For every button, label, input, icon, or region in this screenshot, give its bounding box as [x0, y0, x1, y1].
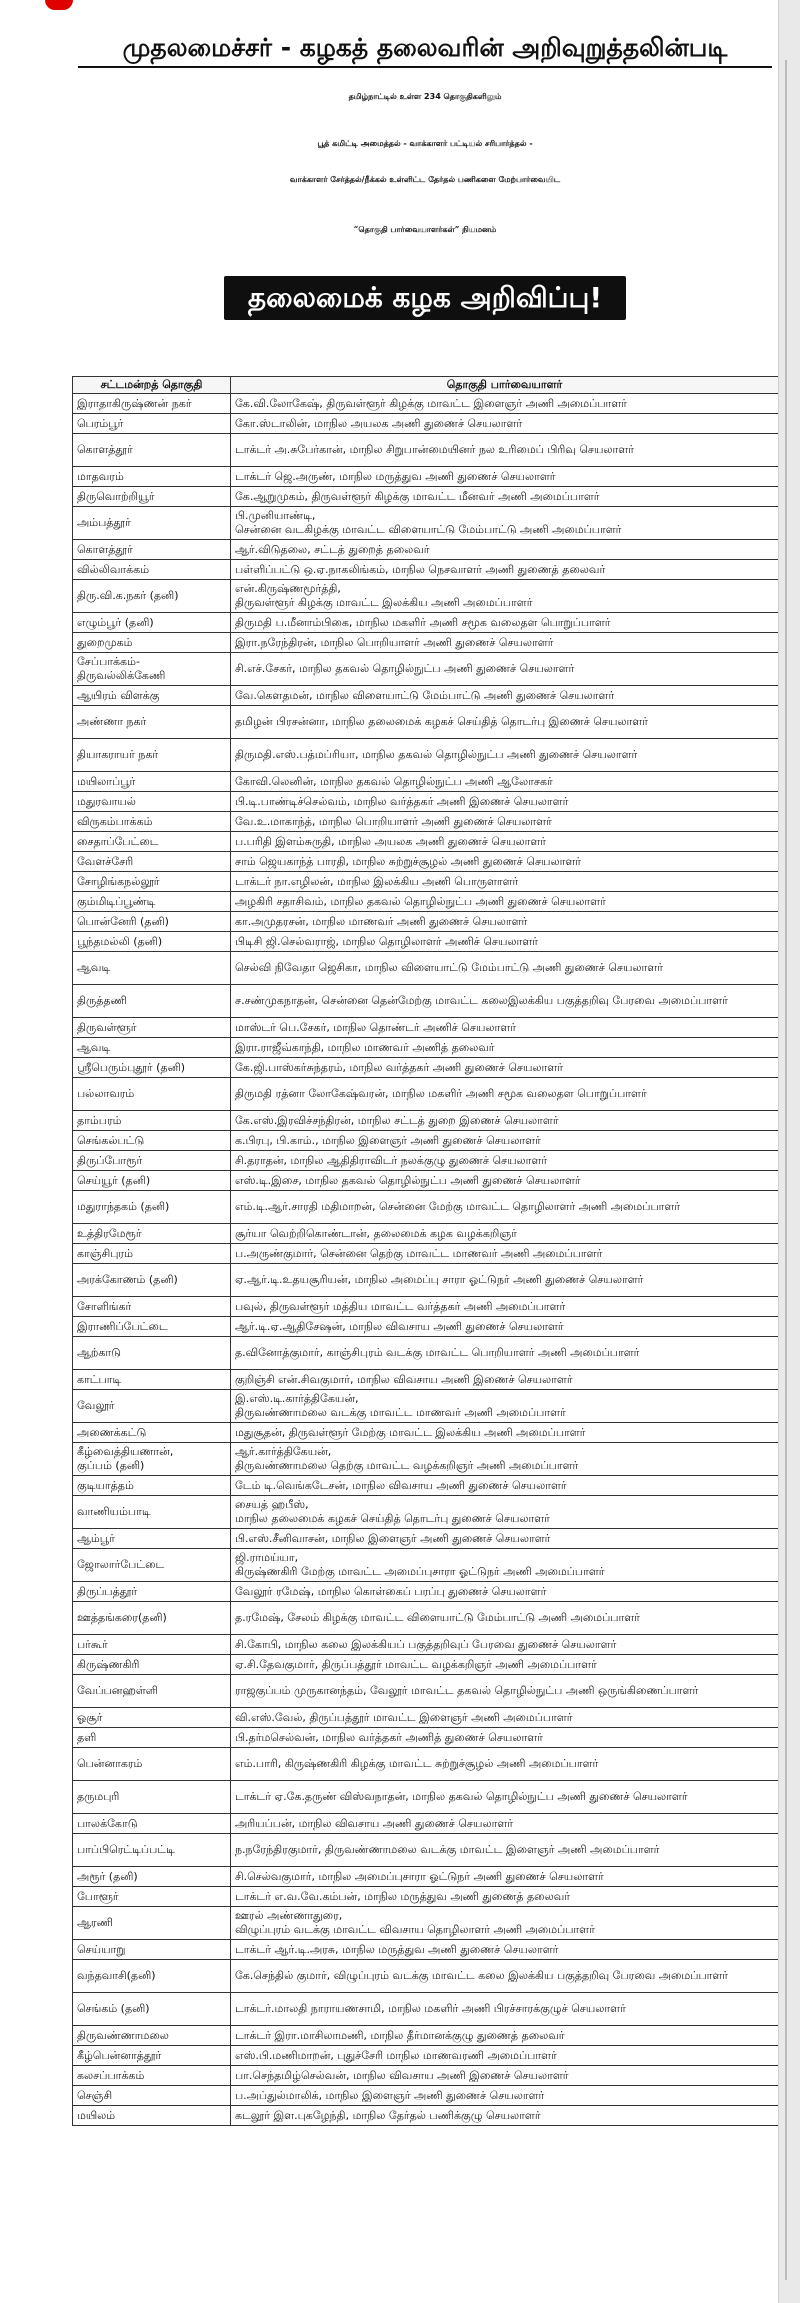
- constituency-cell: தாம்பரம்: [73, 1111, 231, 1131]
- constituency-cell: செய்யாறு: [73, 1940, 231, 1960]
- table-row: [73, 2086, 779, 2106]
- observer-cell: டாக்டர் ஜெ.அருண், மாநில மருத்துவ அணி துணைச் செயலாளர்: [231, 467, 779, 487]
- constituency-cell: போளூர்: [73, 1887, 231, 1907]
- constituency-cell: வில்லிவாக்கம்: [73, 560, 231, 580]
- header-line-tasks-2: வாக்காளர் சேர்த்தல்/நீக்கல் உள்ளிட்ட தேர்தல் பணிகளை மேற்பார்வையிட: [289, 175, 561, 184]
- table-row: [73, 792, 779, 812]
- constituency-cell: வந்தவாசி(தனி): [73, 1960, 231, 1993]
- table-row: [73, 1728, 779, 1748]
- observer-cell: பவுல், திருவள்ளூர் மத்திய மாவட்ட வர்த்தகர் அணி அமைப்பாளர்: [231, 1297, 779, 1317]
- constituency-cell: இராணிப்பேட்டை: [73, 1317, 231, 1337]
- constituency-cell: மயிலாப்பூர்: [73, 772, 231, 792]
- table-row: [73, 2046, 779, 2066]
- observer-cell: இரா.ராஜீவ்காந்தி, மாநில மாணவர் அணித் தலைவர்: [231, 1038, 779, 1058]
- table-row: [73, 1814, 779, 1834]
- table-row: [73, 1244, 779, 1264]
- constituency-cell: பாப்பிரெட்டிப்பட்டி: [73, 1834, 231, 1867]
- table-row: [73, 1131, 779, 1151]
- table-row: [73, 1476, 779, 1496]
- table-row: [73, 1337, 779, 1370]
- header-line-tasks-1: பூத் கமிட்டி அமைத்தல் - வாக்காளர் பட்டியல் சரிபார்த்தல் -: [317, 139, 533, 148]
- constituency-cell: காட்பாடி: [73, 1370, 231, 1390]
- constituency-cell: காஞ்சிபுரம்: [73, 1244, 231, 1264]
- constituency-cell: மதுரவாயல்: [73, 792, 231, 812]
- observer-cell: தமிழன் பிரசன்னா, மாநில தலைமைக் கழகச் செய்தித் தொடர்பு இணைச் செயலாளர்: [231, 706, 779, 739]
- table-row: [73, 1018, 779, 1038]
- constituency-cell: கொளத்தூர்: [73, 434, 231, 467]
- observer-cell: க.பிரபு, பி.காம்., மாநில இளைஞர் அணி துணைச் செயலாளர்: [231, 1131, 779, 1151]
- table-row: [73, 1058, 779, 1078]
- observer-cell: வி.எஸ்.வேல், திருப்பத்தூர் மாவட்ட இளைஞர் அணி அமைப்பாளர்: [231, 1708, 779, 1728]
- table-row: [73, 1370, 779, 1390]
- table-row: [73, 1887, 779, 1907]
- constituency-cell: எழும்பூர் (தனி): [73, 613, 231, 633]
- constituency-cell: ஸ்ரீபெரும்புதூர் (தனி): [73, 1058, 231, 1078]
- observer-cell: கே.ஆறுமுகம், திருவள்ளூர் கிழக்கு மாவட்ட மீனவர் அணி அமைப்பாளர்: [231, 487, 779, 507]
- constituency-cell: வேப்பனஹள்ளி: [73, 1675, 231, 1708]
- observer-cell: டாக்டர் இரா.மாசிலாமணி, மாநில தீர்மானக்குழு துணைத் தலைவர்: [231, 2026, 779, 2046]
- observer-cell: செல்வி நிவேதா ஜெசிகா, மாநில விளையாட்டு மேம்பாட்டு அணி துணைச் செயலாளர்: [231, 952, 779, 985]
- constituency-cell: துறைமுகம்: [73, 633, 231, 653]
- observer-cell: வே.கௌதமன், மாநில விளையாட்டு மேம்பாட்டு அணி துணைச் செயலாளர்: [231, 686, 779, 706]
- constituency-cell: திருவண்ணாமலை: [73, 2026, 231, 2046]
- observer-cell: வேலூர் ரமேஷ், மாநில கொள்கைப் பரப்பு துணைச் செயலாளர்: [231, 1582, 779, 1602]
- constituency-cell: பெரம்பூர்: [73, 414, 231, 434]
- constituency-cell: திருப்பத்தூர்: [73, 1582, 231, 1602]
- observer-cell: டாக்டர் ஏ.கே.தருண் விஸ்வநாதன், மாநில தகவல் தொழில்நுட்ப அணி துணைச் செயலாளர்: [231, 1781, 779, 1814]
- observer-cell: ப.பரிதி இளம்சுருதி, மாநில அயலக அணி துணைச் செயலாளர்: [231, 832, 779, 852]
- constituency-cell: கீழ்வைத்தியணான், குப்பம் (தனி): [73, 1443, 231, 1476]
- table-row: [73, 2106, 779, 2126]
- table-row: [73, 1443, 779, 1476]
- observer-cell: டாக்டர் ஆர்.டி.அரசு, மாநில மருத்துவ அணி துணைச் செயலாளர்: [231, 1940, 779, 1960]
- constituency-cell: அண்ணா நகர்: [73, 706, 231, 739]
- table-row: [73, 1867, 779, 1887]
- constituency-cell: ஜோலார்பேட்டை: [73, 1549, 231, 1582]
- table-row: [73, 1549, 779, 1582]
- constituency-cell: திருத்தணி: [73, 985, 231, 1018]
- observer-cell: பி.எஸ்.சீனிவாசன், மாநில இளைஞர் அணி துணைச் செயலாளர்: [231, 1529, 779, 1549]
- observer-cell: ஜி.ராமய்யா, கிருஷ்ணகிரி மேற்கு மாவட்ட அமைப்புசாரா ஓட்டுநர் அணி அமைப்பாளர்: [231, 1549, 779, 1582]
- constituency-cell: சோழிங்கநல்லூர்: [73, 872, 231, 892]
- observer-cell: கோ.ஸ்டாலின், மாநில அயலக அணி துணைச் செயலாளர்: [231, 414, 779, 434]
- constituency-cell: திருவொற்றியூர்: [73, 487, 231, 507]
- observer-cell: கே.செந்தில் குமார், விழுப்புரம் வடக்கு மாவட்ட கலை இலக்கிய பகுத்தறிவு பேரவை அமைப்பாளர்: [231, 1960, 779, 1993]
- observer-cell: மதுசூதன், திருவள்ளூர் மேற்கு மாவட்ட இலக்கிய அணி அமைப்பாளர்: [231, 1423, 779, 1443]
- observer-cell: பி.டி.பாண்டிச்செல்வம், மாநில வர்த்தகர் அணி இணைச் செயலாளர்: [231, 792, 779, 812]
- table-row: [73, 487, 779, 507]
- constituency-cell: சைதாப்பேட்டை: [73, 832, 231, 852]
- observer-cell: பிடிசி ஜி.செல்வராஜ், மாநில தொழிலாளர் அணிச் செயலாளர்: [231, 932, 779, 952]
- observer-cell: மாஸ்டர் பெ.சேகர், மாநில தொண்டர் அணிச் செயலாளர்: [231, 1018, 779, 1038]
- constituency-cell: ஆற்காடு: [73, 1337, 231, 1370]
- observer-cell: கோவி.லெனின், மாநில தகவல் தொழில்நுட்ப அணி ஆலோசகர்: [231, 772, 779, 792]
- table-row: [73, 706, 779, 739]
- table-row: [73, 1655, 779, 1675]
- observer-cell: திருமதி.எஸ்.பத்மப்ரியா, மாநில தகவல் தொழில்நுட்ப அணி துணைச் செயலாளர்: [231, 739, 779, 772]
- constituency-cell: ஆம்பூர்: [73, 1529, 231, 1549]
- observer-cell: ஆர்.கார்த்திகேயன், திருவண்ணாமலை தெற்கு மாவட்ட வழக்கறிஞர் அணி அமைப்பாளர்: [231, 1443, 779, 1476]
- table-row: [73, 985, 779, 1018]
- table-row: [73, 1111, 779, 1131]
- constituency-cell: ஆவடி: [73, 1038, 231, 1058]
- observer-cell: கா.அமுதரசன், மாநில மாணவர் அணி துணைச் செயலாளர்: [231, 912, 779, 932]
- table-row: [73, 1635, 779, 1655]
- constituency-cell: பாலக்கோடு: [73, 1814, 231, 1834]
- constituency-cell: அம்பத்தூர்: [73, 507, 231, 540]
- logo-corner-mark: [45, 0, 73, 10]
- table-row: [73, 2026, 779, 2046]
- constituency-cell: பூந்தமல்லி (தனி): [73, 932, 231, 952]
- table-body: [73, 394, 779, 2126]
- table-row: [73, 2066, 779, 2086]
- constituency-cell: பென்னாகரம்: [73, 1748, 231, 1781]
- constituency-cell: ஊத்தங்கரை(தனி): [73, 1602, 231, 1635]
- constituency-cell: ஓசூர்: [73, 1708, 231, 1728]
- table-row: [73, 1907, 779, 1940]
- observer-cell: பி.முனியாண்டி, சென்னை வடகிழக்கு மாவட்ட விளையாட்டு மேம்பாட்டு அணி அமைப்பாளர்: [231, 507, 779, 540]
- observer-cell: எம்.பாரி, கிருஷ்ணகிரி கிழக்கு மாவட்ட சுற்றுச்சூழல் அணி அமைப்பாளர்: [231, 1748, 779, 1781]
- announcement-banner-wrap: [72, 276, 778, 324]
- observer-cell: ஏ.ஆர்.டி.உதயசூரியன், மாநில அமைப்பு சாரா ஓட்டுநர் அணி துணைச் செயலாளர்: [231, 1264, 779, 1297]
- table-row: [73, 560, 779, 580]
- constituency-cell: கீழ்பென்னாத்தூர்: [73, 2046, 231, 2066]
- constituency-cell: அரூர் (தனி): [73, 1867, 231, 1887]
- observer-cell: ஆர்.விடுதலை, சட்டத் துறைத் தலைவர்: [231, 540, 779, 560]
- header-line-appointment: “தொகுதி பார்வையாளர்கள்” நியமனம்: [353, 224, 497, 234]
- constituency-cell: ஆவடி: [73, 952, 231, 985]
- constituency-cell: திருப்போரூர்: [73, 1151, 231, 1171]
- observer-cell: அரியப்பன், மாநில விவசாய அணி துணைச் செயலாளர்: [231, 1814, 779, 1834]
- table-row: [73, 633, 779, 653]
- table-row: [73, 414, 779, 434]
- observer-cell: எம்.டி.ஆர்.சாரதி மதிமாறன், சென்னை மேற்கு மாவட்ட தொழிலாளர் அணி அமைப்பாளர்: [231, 1191, 779, 1224]
- constituency-cell: செங்கம் (தனி): [73, 1993, 231, 2026]
- observer-cell: ந.நரேந்திரகுமார், திருவண்ணாமலை வடக்கு மாவட்ட இளைஞர் அணி அமைப்பாளர்: [231, 1834, 779, 1867]
- observer-cell: சி.தராதன், மாநில ஆதிதிராவிடர் நலக்குழு துணைச் செயலாளர்: [231, 1151, 779, 1171]
- table-row: [73, 1960, 779, 1993]
- table-row: [73, 932, 779, 952]
- constituency-cell: செய்யூர் (தனி): [73, 1171, 231, 1191]
- constituency-cell: மாதவரம்: [73, 467, 231, 487]
- constituency-cell: இராதாகிருஷ்ணன் நகர்: [73, 394, 231, 414]
- table-row: [73, 1317, 779, 1337]
- constituency-cell: மயிலம்: [73, 2106, 231, 2126]
- observer-cell: டாக்டர் அ.சுபேர்கான், மாநில சிறுபான்மையினர் நல உரிமைப் பிரிவு செயலாளர்: [231, 434, 779, 467]
- table-row: [73, 739, 779, 772]
- constituency-cell: தளி: [73, 1728, 231, 1748]
- table-row: [73, 434, 779, 467]
- table-row: [73, 1078, 779, 1111]
- observer-cell: த.ரமேஷ், சேலம் கிழக்கு மாவட்ட விளையாட்டு மேம்பாட்டு அணி அமைப்பாளர்: [231, 1602, 779, 1635]
- header-line-directive: முதலமைச்சர் - கழகத் தலைவரின் அறிவுறுத்தலின்படி: [78, 30, 772, 68]
- observer-cell: வே.உ.மாகாந்த், மாநில பொறியாளர் அணி துணைச் செயலாளர்: [231, 812, 779, 832]
- observer-cell: த.வினோத்குமார், காஞ்சிபுரம் வடக்கு மாவட்ட பொறியாளர் அணி அமைப்பாளர்: [231, 1337, 779, 1370]
- table-row: [73, 1496, 779, 1529]
- column-header-constituency: சட்டமன்றத் தொகுதி: [73, 377, 231, 394]
- constituency-cell: உத்திரமேரூர்: [73, 1224, 231, 1244]
- constituency-cell: வேளச்சேரி: [73, 852, 231, 872]
- table-row: [73, 832, 779, 852]
- observer-cell: சி.கோபி, மாநில கலை இலக்கியப் பகுத்தறிவுப் பேரவை துணைச் செயலாளர்: [231, 1635, 779, 1655]
- observer-cell: கே.ஜி.பாஸ்கர்சுந்தரம், மாநில வர்த்தகர் அணி துணைச் செயலாளர்: [231, 1058, 779, 1078]
- observer-cell: ஊரல் அண்ணாதுரை, விழுப்புரம் வடக்கு மாவட்ட விவசாய தொழிலாளர் அணி அமைப்பாளர்: [231, 1907, 779, 1940]
- table-row: [73, 772, 779, 792]
- table-row: [73, 1224, 779, 1244]
- observer-cell: டாக்டர் எ.வ.வே.கம்பன், மாநில மருத்துவ அணி துணைத் தலைவர்: [231, 1887, 779, 1907]
- observer-cell: கடலூர் இள.புகழேந்தி, மாநில தேர்தல் பணிக்குழு செயலாளர்: [231, 2106, 779, 2126]
- observer-cell: இ.எஸ்.டி.கார்த்திகேயன், திருவண்ணாமலை வடக்கு மாவட்ட மாணவர் அணி அமைப்பாளர்: [231, 1390, 779, 1423]
- observer-cell: டேம் டி.வெங்கடேசன், மாநில விவசாய அணி துணைச் செயலாளர்: [231, 1476, 779, 1496]
- constituency-cell: சோளிங்கர்: [73, 1297, 231, 1317]
- constituency-cell: செங்கல்பட்டு: [73, 1131, 231, 1151]
- observer-cell: சையத் ஹபீஸ், மாநில தலைமைக் கழகச் செய்தித் தொடர்பு துணைச் செயலாளர்: [231, 1496, 779, 1529]
- table-row: [73, 1264, 779, 1297]
- table-row: [73, 540, 779, 560]
- table-row: [73, 1297, 779, 1317]
- observer-cell: ராஜகுப்பம் முருகானந்தம், வேலூர் மாவட்ட தகவல் தொழில்நுட்ப அணி ஒருங்கிணைப்பாளர்: [231, 1675, 779, 1708]
- constituency-cell: தருமபுரி: [73, 1781, 231, 1814]
- observer-cell: டாக்டர்.மாலதி நாராயணசாமி, மாநில மகளிர் அணி பிரச்சாரக்குழுச் செயலாளர்: [231, 1993, 779, 2026]
- observer-cell: சி.எச்.சேகர், மாநில தகவல் தொழில்நுட்ப அணி துணைச் செயலாளர்: [231, 653, 779, 686]
- constituency-cell: குடியாத்தம்: [73, 1476, 231, 1496]
- constituency-cell: மதுராந்தகம் (தனி): [73, 1191, 231, 1224]
- table-row: [73, 613, 779, 633]
- constituency-cell: கலசப்பாக்கம்: [73, 2066, 231, 2086]
- table-row: [73, 686, 779, 706]
- table-row: [73, 872, 779, 892]
- constituency-cell: கிருஷ்ணகிரி: [73, 1655, 231, 1675]
- observer-cell: எஸ்.டி.இசை, மாநில தகவல் தொழில்நுட்ப அணி துணைச் செயலாளர்: [231, 1171, 779, 1191]
- observer-cell: திருமதி ரத்னா லோகேஷ்வரன், மாநில மகளிர் அணி சமூக வலைதள பொறுப்பாளர்: [231, 1078, 779, 1111]
- table-row: [73, 394, 779, 414]
- constituency-cell: கும்மிடிப்பூண்டி: [73, 892, 231, 912]
- table-row: [73, 1171, 779, 1191]
- observer-cell: ஆர்.டி.ஏ.ஆதிசேஷன், மாநில விவசாய அணி துணைச் செயலாளர்: [231, 1317, 779, 1337]
- table-row: [73, 1940, 779, 1960]
- observer-cell: எஸ்.பி.மணிமாறன், புதுச்சேரி மாநில மாணவரணி அமைப்பாளர்: [231, 2046, 779, 2066]
- constituency-cell: திரு.வி.க.நகர் (தனி): [73, 580, 231, 613]
- table-row: [73, 1748, 779, 1781]
- constituency-cell: சேப்பாக்கம்- திருவல்லிக்கேணி: [73, 653, 231, 686]
- observer-cell: என்.கிருஷ்ணமூர்த்தி, திருவள்ளூர் கிழக்கு மாவட்ட இலக்கிய அணி அமைப்பாளர்: [231, 580, 779, 613]
- table-row: [73, 467, 779, 487]
- observer-cell: திருமதி ப.மீனாம்பிகை, மாநில மகளிர் அணி சமூக வலைதள பொறுப்பாளர்: [231, 613, 779, 633]
- page-edge-line: [785, 60, 787, 2280]
- table-row: [73, 1038, 779, 1058]
- observer-cell: சி.செல்வகுமார், மாநில அமைப்புசாரா ஓட்டுநர் அணி துணைச் செயலாளர்: [231, 1867, 779, 1887]
- table-header-row: [73, 377, 779, 394]
- observer-cell: அழகிரி சதாசிவம், மாநில தகவல் தொழில்நுட்ப அணி துணைச் செயலாளர்: [231, 892, 779, 912]
- table-row: [73, 1191, 779, 1224]
- announcement-banner: தலைமைக் கழக அறிவிப்பு!: [224, 276, 626, 320]
- observer-cell: ப.அருண்குமார், சென்னை தெற்கு மாவட்ட மாணவர் அணி அமைப்பாளர்: [231, 1244, 779, 1264]
- observer-cell: சாம் ஜெயகாந்த் பாரதி, மாநில சுற்றுச்சூழல் அணி துணைச் செயலாளர்: [231, 852, 779, 872]
- observer-cell: பி.தர்மசெல்வன், மாநில வர்த்தகர் அணித் துணைச் செயலாளர்: [231, 1728, 779, 1748]
- constituency-cell: ஆயிரம் விளக்கு: [73, 686, 231, 706]
- table-row: [73, 892, 779, 912]
- table-row: [73, 1151, 779, 1171]
- observer-cell: இரா.நரேந்திரன், மாநில பொறியாளர் அணி துணைச் செயலாளர்: [231, 633, 779, 653]
- table-row: [73, 1993, 779, 2026]
- observer-cell: கே.எஸ்.இரவிச்சந்திரன், மாநில சட்டத் துறை இணைச் செயலாளர்: [231, 1111, 779, 1131]
- table-row: [73, 580, 779, 613]
- table-row: [73, 653, 779, 686]
- table-row: [73, 1529, 779, 1549]
- constituency-cell: வாணியம்பாடி: [73, 1496, 231, 1529]
- constituency-cell: கொளத்தூர்: [73, 540, 231, 560]
- observer-cell: பா.செந்தமிழ்செல்வன், மாநில விவசாய அணி இணைச் செயலாளர்: [231, 2066, 779, 2086]
- table-row: [73, 1602, 779, 1635]
- constituency-cell: திருவள்ளூர்: [73, 1018, 231, 1038]
- table-row: [73, 507, 779, 540]
- table-row: [73, 1675, 779, 1708]
- header-line-headline: தமிழ்நாட்டில் உள்ள 234 தொகுதிகளிலும்: [348, 92, 502, 101]
- table-row: [73, 1582, 779, 1602]
- constituency-cell: அணைக்கட்டு: [73, 1423, 231, 1443]
- table-row: [73, 1708, 779, 1728]
- constituency-cell: வேலூர்: [73, 1390, 231, 1423]
- constituency-cell: விருகம்பாக்கம்: [73, 812, 231, 832]
- constituency-cell: பர்கூர்: [73, 1635, 231, 1655]
- constituency-cell: பொன்னேரி (தனி): [73, 912, 231, 932]
- observer-cell: சூர்யா வெற்றிகொண்டான், தலைமைக் கழக வழக்கறிஞர்: [231, 1224, 779, 1244]
- observer-cell: ஏ.சி.தேவகுமார், திருப்பத்தூர் மாவட்ட வழக்கறிஞர் அணி அமைப்பாளர்: [231, 1655, 779, 1675]
- announcement-content: [72, 10, 778, 2122]
- table-row: [73, 812, 779, 832]
- table-row: [73, 912, 779, 932]
- table-row: [73, 852, 779, 872]
- constituency-cell: ஆரணி: [73, 1907, 231, 1940]
- observer-cell: கே.வி.லோகேஷ், திருவள்ளூர் கிழக்கு மாவட்ட இளைஞர் அணி அமைப்பாளர்: [231, 394, 779, 414]
- constituency-cell: செஞ்சி: [73, 2086, 231, 2106]
- table-row: [73, 952, 779, 985]
- table-row: [73, 1834, 779, 1867]
- constituency-cell: அரக்கோணம் (தனி): [73, 1264, 231, 1297]
- table-row: [73, 1423, 779, 1443]
- constituency-cell: பல்லாவரம்: [73, 1078, 231, 1111]
- table-row: [73, 1390, 779, 1423]
- column-header-observer: தொகுதி பார்வையாளர்: [231, 377, 779, 394]
- observers-table: [72, 376, 779, 2126]
- observer-cell: ப.அப்துல்மாலிக், மாநில இளைஞர் அணி துணைச் செயலாளர்: [231, 2086, 779, 2106]
- observer-cell: டாக்டர் நா.எழிலன், மாநில இலக்கிய அணி பொருளாளர்: [231, 872, 779, 892]
- observer-cell: குறிஞ்சி என்.சிவகுமார், மாநில விவசாய அணி இணைச் செயலாளர்: [231, 1370, 779, 1390]
- observer-cell: பள்ளிப்பட்டு ஒ.ஏ.நாகலிங்கம், மாநில நெசவாளர் அணி துணைத் தலைவர்: [231, 560, 779, 580]
- observer-cell: ச.சண்முகநாதன், சென்னை தென்மேற்கு மாவட்ட கலைஇலக்கிய பகுத்தறிவு பேரவை அமைப்பாளர்: [231, 985, 779, 1018]
- constituency-cell: தியாகராயர் நகர்: [73, 739, 231, 772]
- table-row: [73, 1781, 779, 1814]
- page-edge-strip: [778, 0, 800, 2303]
